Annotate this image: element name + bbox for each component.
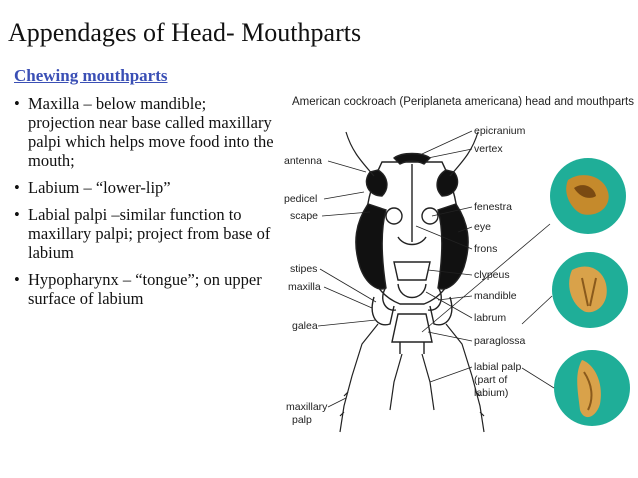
cockroach-head-figure — [282, 92, 632, 472]
label-labial-palp-2: (part of — [474, 374, 508, 386]
label-galea: galea — [292, 320, 318, 332]
specimen-photo-1 — [550, 158, 626, 234]
bullet-maxilla: • Maxilla – below mandible; projection near base called maxillary palpi which helps move food into the mouth; — [14, 94, 276, 170]
eye-left — [356, 204, 386, 289]
label-vertex: vertex — [474, 143, 503, 155]
bullet-labium: • Labium – “lower-lip” — [14, 178, 276, 197]
label-labial-palp-3: labium) — [474, 387, 509, 399]
label-epicranium: epicranium — [474, 125, 526, 137]
label-labrum: labrum — [474, 312, 507, 324]
bullet-hypopharynx: • Hypopharynx – “tongue”; on upper surface of labium — [14, 270, 276, 308]
section-heading: Chewing mouthparts — [14, 66, 168, 85]
figure-title: American cockroach (Periplaneta americana) head and mouthparts — [292, 96, 634, 108]
head-capsule — [356, 154, 468, 355]
label-pedicel: pedicel — [284, 193, 318, 205]
label-labial-palp-1: labial palp — [474, 361, 522, 373]
label-stipes: stipes — [290, 263, 318, 275]
left-leader-lines — [318, 161, 376, 407]
bullet-labial-palpi: • Labial palpi –similar function to maxillary palpi; project from base of labium — [14, 205, 276, 262]
label-scape: scape — [290, 210, 319, 222]
eye-right — [438, 204, 468, 289]
label-maxillary-palp-1: maxillary — [286, 401, 328, 413]
label-clypeus: clypeus — [474, 269, 510, 281]
label-frons: frons — [474, 243, 498, 255]
maxillary-palps — [340, 324, 484, 432]
bullet-list — [14, 94, 276, 316]
label-maxilla: maxilla — [288, 281, 321, 293]
head-diagram — [282, 92, 632, 472]
specimen-photo-2 — [552, 252, 628, 328]
label-eye: eye — [474, 221, 491, 233]
label-antenna: antenna — [284, 155, 322, 167]
slide-title: Appendages of Head- Mouthparts — [8, 18, 362, 47]
label-fenestra: fenestra — [474, 201, 512, 213]
label-paraglossa: paraglossa — [474, 335, 526, 347]
label-maxillary-palp-2: palp — [292, 414, 312, 426]
specimen-photo-3 — [554, 350, 630, 426]
label-mandible: mandible — [474, 290, 517, 302]
